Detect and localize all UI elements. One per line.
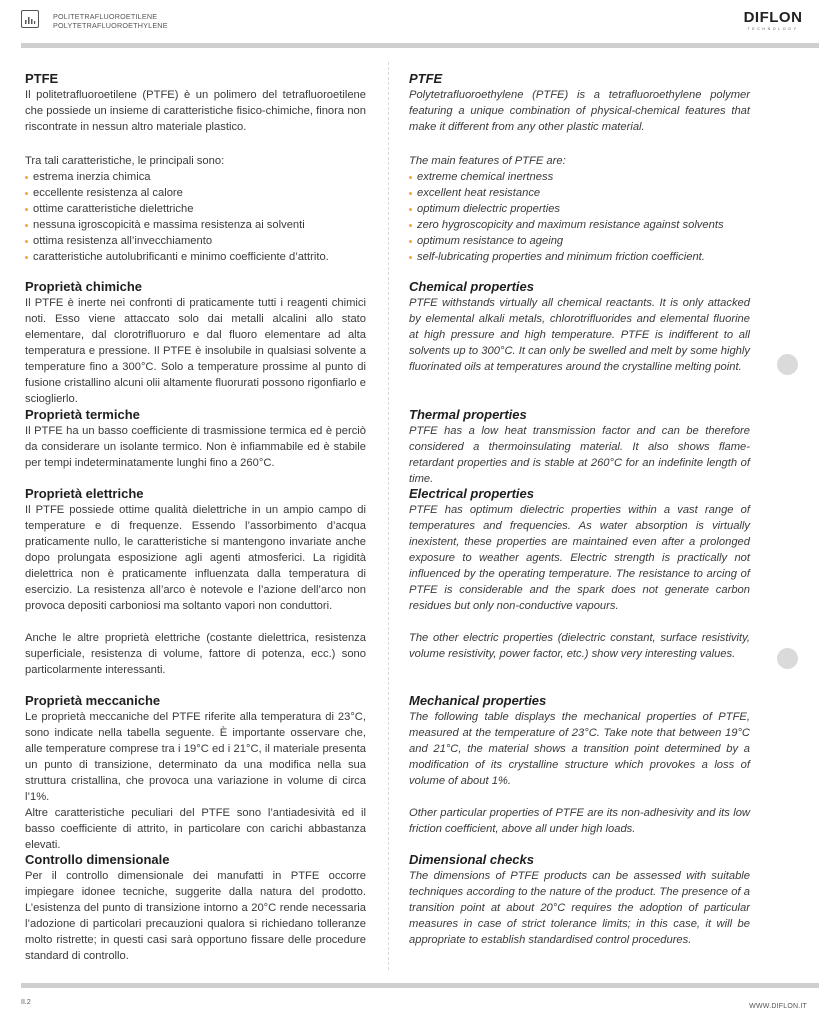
section-title: Proprietà termiche [25,407,140,422]
section-features [409,153,750,265]
section-text: The other electric properties (dielectric constant, surface resistivity, volume resistivity, power factor, etc.) show very interesting values. [409,632,750,660]
logo-subtext: TECHNOLOGY [747,27,799,31]
list-item: ottima resistenza all’invecchiamento [25,233,366,249]
page-header [0,0,819,50]
section-text: PTFE has optimum dielectric properties within a vast range of temperatures and frequencies. As water absorption is virtually inexistent, these properties are maintained even after a prolonged exposure to weather agents. Electric strength is practically not influenced by the operating temperature. The resistance to arcing of PTFE is considerable and the spark does not generate carbon residues but only non-conductive vapours. [409,504,750,612]
list-item: self-lubricating properties and minimum friction coefficient. [409,249,750,265]
section-dimensional [25,851,366,964]
header-title-it: POLITETRAFLUOROETILENE [53,12,158,21]
section-title: Dimensional checks [409,852,534,867]
section-title: Chemical properties [409,279,534,294]
footer-url: WWW.DIFLON.IT [749,1003,807,1010]
chart-icon [21,10,39,28]
section-title: Proprietà chimiche [25,279,143,294]
section-chemical [25,278,366,407]
list-item: ottime caratteristiche dielettriche [25,201,366,217]
list-item: estrema inerzia chimica [25,169,366,185]
footer-bar [21,983,819,988]
list-item: excellent heat resistance [409,185,750,201]
section-text: Altre caratteristiche peculiari del PTFE sono l’antiadesività ed il basso coefficiente di attrito, in particolare con carichi abbastanza elevati. [25,807,366,851]
features-intro: Tra tali caratteristiche, le principali sono: [25,155,225,167]
section-text: Le proprietà meccaniche del PTFE riferite alla temperatura di 23°C, sono indicate nella tabella seguente. È importante osservare che, alle temperature comprese tra i 19°C ed i 21°C, il materiale presenta un punto di transizione, determinato da una modifica nella sua struttura cristallina, che provoca una variazione in volume di circa l’1%. [25,711,366,803]
section-title: PTFE [25,71,59,86]
header-title-en: POLYTETRAFLUOROETHYLENE [53,21,168,30]
list-item: caratteristiche autolubrificanti e minimo coefficiente d’attrito. [25,249,366,265]
section-title: Proprietà meccaniche [25,693,161,708]
section-electrical [409,485,750,614]
section-text: Other particular properties of PTFE are its non-adhesivity and its low friction coefficient, above all under high loads. [409,807,750,835]
list-item: eccellente resistenza al calore [25,185,366,201]
section-title: Controllo dimensionale [25,852,170,867]
section-mechanical-2 [409,805,750,837]
column-divider [388,62,389,970]
list-item: zero hygroscopicity and maximum resistance against solvents [409,217,750,233]
section-mechanical-2 [25,805,366,853]
section-features [25,153,366,265]
diflon-logo [739,10,807,31]
section-text: The dimensions of PTFE products can be assessed with suitable techniques according to the nature of the product. The presence of a transition point at about 20°C requires the adoption of particular measures in case of strict tolerance limits; in this case, it will be appropriate to establish standardised control procedures. [409,870,750,946]
list-item: optimum dielectric properties [409,201,750,217]
header-bar [21,43,819,48]
section-thermal [409,406,750,487]
logo-text: DIFLON [743,9,803,26]
section-text: Il PTFE è inerte nei confronti di praticamente tutti i reagenti chimici noti. Esso viene attaccato solo dai metalli alcalini allo stato elementare, dal clorotrifluoruro e dal fluoro elementare ad alta temperatura e pressione. Il PTFE è insolubile in qualsiasi solvente a temperature fino a 300°C. Solo a temperature prossime al punto di fusione cristallino alcuni olii altamente fluorurati possono rigonfiarlo e scioglierlo. [25,297,366,405]
section-text: Il PTFE possiede ottime qualità dielettriche in un ampio campo di temperature e di frequenze. Essendo l’assorbimento d’acqua praticamente nullo, le caratteristiche si mantengono invariate anche dopo prolungata esposizione agli agenti atmosferici. La rigidità dielettrica non è praticamente influenzata dalla temperatura di esercizio. La resistenza all’arco è notevole e l’azione dell’arco non provoca depositi carboniosi ma soltanto vapori non conduttori. [25,504,366,612]
section-text: Per il controllo dimensionale dei manufatti in PTFE occorre impiegare idonee tecniche, suggerite dalla natura del prodotto. L’esistenza del punto di transizione intorno a 20°C rende necessaria l’adozione di particolari precauzioni qualora si richiedano tolleranze molto ristrette; in questi casi sarà opportuno fissare delle procedure standard di controllo. [25,870,366,962]
section-electrical [25,485,366,614]
section-text: PTFE withstands virtually all chemical reactants. It is only attacked by elemental alkali metals, chlorotrifluorides and elemental fluorine at high pressure and high temperature. PTFE is indifferent to all solvents up to 300°C. It can only be swelled and melt by some highly fluorinated oils at temperatures around the crystalline melting point. [409,297,750,373]
section-text: Anche le altre proprietà elettriche (costante dielettrica, resistenza superficiale, resistenza di volume, fattore di potenza, ecc.) sono particolarmente interessanti. [25,632,366,676]
list-item: extreme chemical inertness [409,169,750,185]
features-list [409,169,750,265]
section-text: Il PTFE ha un basso coefficiente di trasmissione termica ed è perciò da considerare un isolante termico. Non è infiammabile ed è stabile per tempi indeterminatamente lunghi fino a 260°C. [25,425,366,469]
section-title: Electrical properties [409,486,534,501]
section-title: PTFE [409,71,443,86]
page-number: II.2 [21,999,31,1006]
section-text: The following table displays the mechanical properties of PTFE, measured at the temperature of 23°C. Take note that between 19°C and 21°C, the material shows a transition point determined by a modification of its crystalline structure which provokes a loss of volume of about 1%. [409,711,750,787]
decorative-dot [777,354,798,375]
section-text: Il politetrafluoroetilene (PTFE) è un polimero del tetrafluoroetilene che possiede un insieme di caratteristiche fisico-chimiche, finora non riscontrate in nessun altro materiale plastico. [25,89,366,133]
section-mechanical [25,692,366,805]
section-electrical-2 [25,630,366,678]
section-title: Proprietà elettriche [25,486,144,501]
section-chemical [409,278,750,375]
section-ptfe [409,70,750,135]
section-electrical-2 [409,630,750,662]
list-item: nessuna igroscopicità e massima resistenza ai solventi [25,217,366,233]
section-mechanical [409,692,750,789]
features-list [25,169,366,265]
decorative-dot [777,648,798,669]
features-intro: The main features of PTFE are: [409,155,566,167]
section-thermal [25,406,366,471]
list-item: optimum resistance to ageing [409,233,750,249]
section-ptfe [25,70,366,135]
section-text: Polytetrafluoroethylene (PTFE) is a tetrafluoroethylene polymer featuring a unique combination of physical-chemical features that make it different from any other plastic material. [409,89,750,133]
section-dimensional [409,851,750,948]
section-title: Mechanical properties [409,693,547,708]
section-title: Thermal properties [409,407,527,422]
section-text: PTFE has a low heat transmission factor and can be therefore considered a thermoinsulating material. It also shows flame-retardant properties and is stable at 260°C for an indefinite length of time. [409,425,750,485]
